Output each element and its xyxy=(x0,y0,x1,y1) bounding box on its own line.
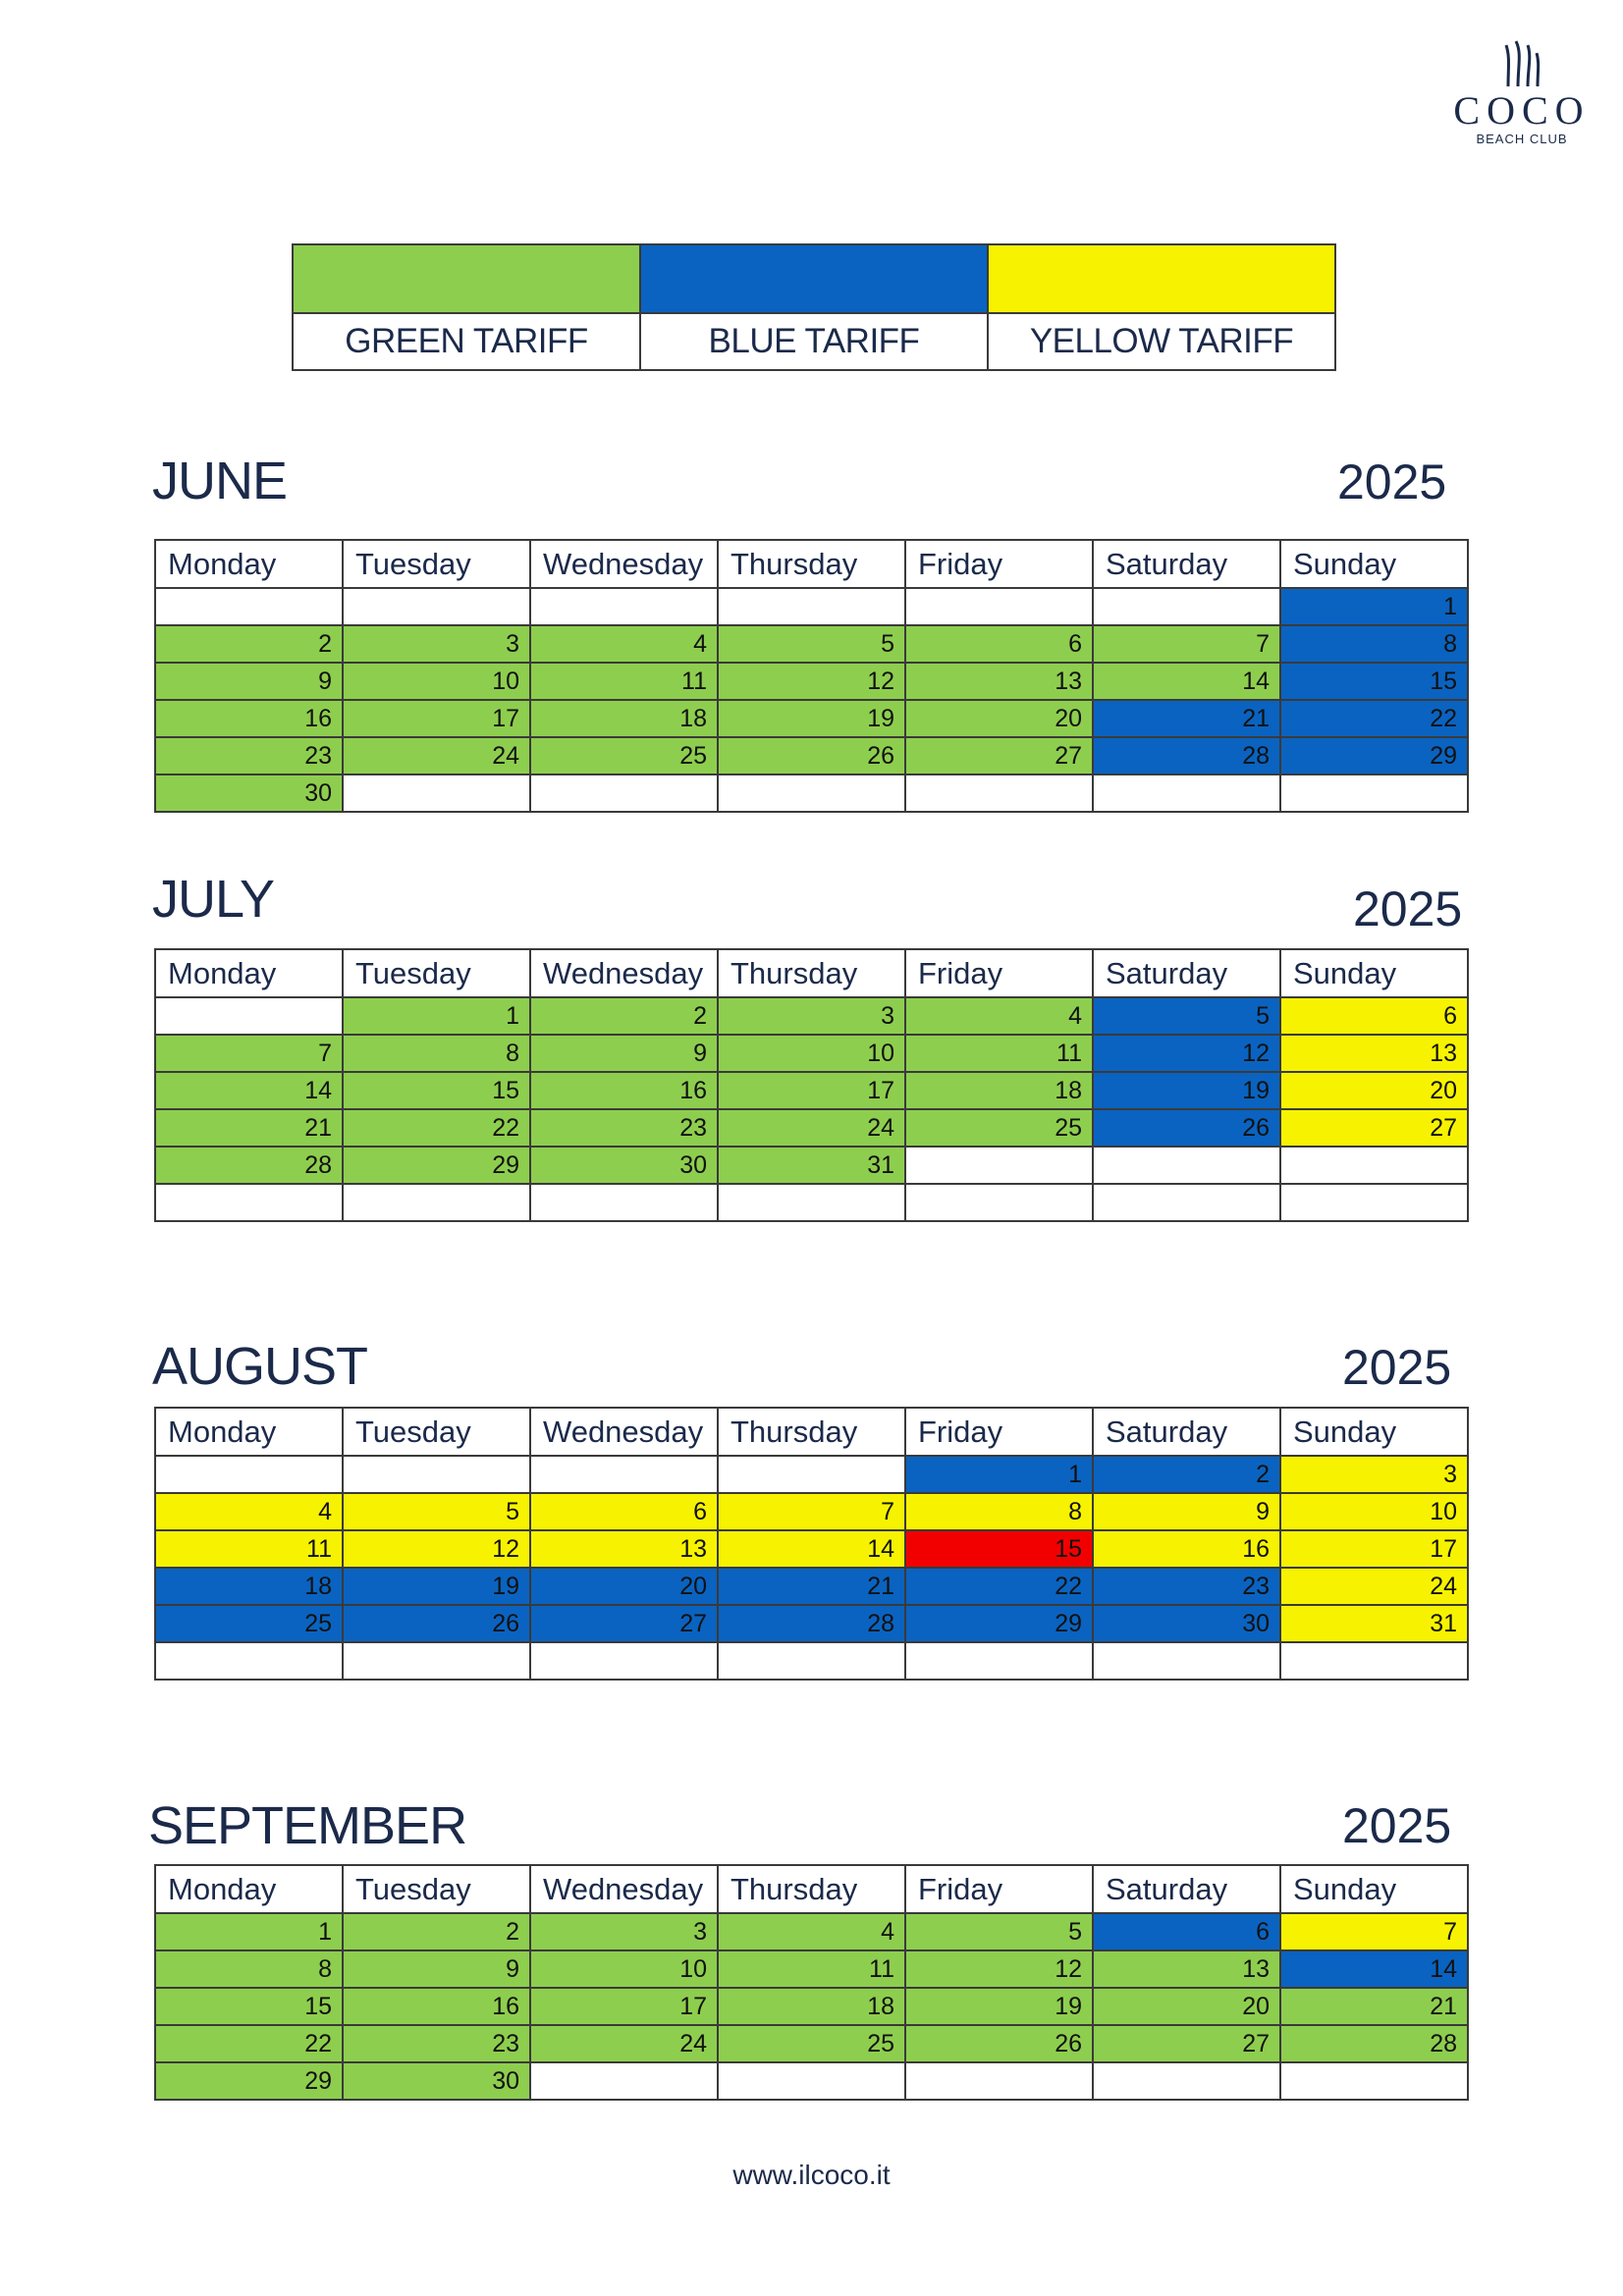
month-title-june: JUNE xyxy=(152,452,288,510)
day-cell: 5 xyxy=(718,625,905,663)
day-cell: 21 xyxy=(155,1109,343,1147)
week-row xyxy=(155,1109,1468,1147)
day-cell: 25 xyxy=(155,1605,343,1642)
day-cell: 3 xyxy=(718,997,905,1035)
day-cell: 7 xyxy=(718,1493,905,1530)
year-september: 2025 xyxy=(1342,1798,1452,1853)
empty-day-cell xyxy=(530,2062,718,2100)
day-cell: 5 xyxy=(905,1913,1093,1950)
empty-day-cell xyxy=(718,1184,905,1221)
day-cell: 16 xyxy=(530,1072,718,1109)
day-cell: 30 xyxy=(343,2062,530,2100)
day-cell: 15 xyxy=(905,1530,1093,1568)
week-row xyxy=(155,737,1468,774)
weekday-header: Wednesday xyxy=(530,1408,718,1456)
month-title-september: SEPTEMBER xyxy=(148,1796,467,1855)
day-cell: 10 xyxy=(718,1035,905,1072)
day-cell: 25 xyxy=(530,737,718,774)
day-cell: 5 xyxy=(1093,997,1280,1035)
empty-day-cell xyxy=(155,1642,343,1680)
day-cell: 7 xyxy=(1280,1913,1468,1950)
day-cell: 17 xyxy=(343,700,530,737)
weekday-header: Friday xyxy=(905,1408,1093,1456)
weekday-header: Sunday xyxy=(1280,949,1468,997)
empty-day-cell xyxy=(530,1642,718,1680)
empty-day-cell xyxy=(1280,774,1468,812)
logo xyxy=(1434,39,1610,147)
week-row xyxy=(155,2062,1468,2100)
day-cell: 7 xyxy=(155,1035,343,1072)
weekday-header: Saturday xyxy=(1093,1408,1280,1456)
day-cell: 25 xyxy=(905,1109,1093,1147)
week-row xyxy=(155,1035,1468,1072)
day-cell: 22 xyxy=(1280,700,1468,737)
day-cell: 3 xyxy=(1280,1456,1468,1493)
week-row xyxy=(155,700,1468,737)
day-cell: 14 xyxy=(718,1530,905,1568)
weekday-header-row xyxy=(155,1865,1468,1913)
empty-day-cell xyxy=(905,1147,1093,1184)
day-cell: 18 xyxy=(155,1568,343,1605)
day-cell: 26 xyxy=(343,1605,530,1642)
day-cell: 12 xyxy=(718,663,905,700)
empty-day-cell xyxy=(530,1456,718,1493)
day-cell: 6 xyxy=(530,1493,718,1530)
calendar-september xyxy=(154,1864,1469,2101)
day-cell: 16 xyxy=(1093,1530,1280,1568)
day-cell: 30 xyxy=(155,774,343,812)
empty-day-cell xyxy=(530,588,718,625)
week-row xyxy=(155,1530,1468,1568)
day-cell: 24 xyxy=(1280,1568,1468,1605)
day-cell: 22 xyxy=(343,1109,530,1147)
empty-day-cell xyxy=(1093,1147,1280,1184)
day-cell: 7 xyxy=(1093,625,1280,663)
day-cell: 6 xyxy=(1093,1913,1280,1950)
day-cell: 29 xyxy=(343,1147,530,1184)
weekday-header: Thursday xyxy=(718,540,905,588)
logo-subtitle: BEACH CLUB xyxy=(1476,132,1568,146)
day-cell: 21 xyxy=(1280,1988,1468,2025)
weekday-header: Monday xyxy=(155,1865,343,1913)
month-title-august: AUGUST xyxy=(152,1337,368,1396)
day-cell: 2 xyxy=(155,625,343,663)
empty-day-cell xyxy=(343,1184,530,1221)
day-cell: 6 xyxy=(905,625,1093,663)
day-cell: 27 xyxy=(905,737,1093,774)
empty-day-cell xyxy=(530,774,718,812)
weekday-header: Thursday xyxy=(718,1865,905,1913)
logo-mark-icon xyxy=(1500,39,1543,88)
day-cell: 29 xyxy=(905,1605,1093,1642)
weekday-header: Monday xyxy=(155,540,343,588)
empty-day-cell xyxy=(1280,1184,1468,1221)
week-row xyxy=(155,1950,1468,1988)
day-cell: 9 xyxy=(1093,1493,1280,1530)
day-cell: 23 xyxy=(155,737,343,774)
year-august: 2025 xyxy=(1342,1340,1452,1395)
day-cell: 17 xyxy=(718,1072,905,1109)
day-cell: 23 xyxy=(343,2025,530,2062)
day-cell: 4 xyxy=(718,1913,905,1950)
day-cell: 8 xyxy=(343,1035,530,1072)
empty-day-cell xyxy=(343,774,530,812)
day-cell: 28 xyxy=(718,1605,905,1642)
weekday-header: Sunday xyxy=(1280,1865,1468,1913)
empty-day-cell xyxy=(530,1184,718,1221)
weekday-header-row xyxy=(155,1408,1468,1456)
empty-day-cell xyxy=(1280,1642,1468,1680)
day-cell: 29 xyxy=(1280,737,1468,774)
day-cell: 10 xyxy=(343,663,530,700)
week-row xyxy=(155,1072,1468,1109)
day-cell: 3 xyxy=(343,625,530,663)
day-cell: 10 xyxy=(1280,1493,1468,1530)
weekday-header: Friday xyxy=(905,1865,1093,1913)
legend-label-green: GREEN TARIFF xyxy=(293,313,640,370)
week-row xyxy=(155,588,1468,625)
weekday-header: Thursday xyxy=(718,949,905,997)
day-cell: 21 xyxy=(718,1568,905,1605)
day-cell: 10 xyxy=(530,1950,718,1988)
empty-day-cell xyxy=(905,2062,1093,2100)
day-cell: 28 xyxy=(155,1147,343,1184)
weekday-header: Tuesday xyxy=(343,540,530,588)
day-cell: 29 xyxy=(155,2062,343,2100)
day-cell: 27 xyxy=(1093,2025,1280,2062)
empty-day-cell xyxy=(718,2062,905,2100)
week-row xyxy=(155,1147,1468,1184)
weekday-header: Sunday xyxy=(1280,1408,1468,1456)
day-cell: 30 xyxy=(1093,1605,1280,1642)
day-cell: 11 xyxy=(905,1035,1093,1072)
legend-swatch-green xyxy=(293,244,640,313)
weekday-header: Wednesday xyxy=(530,949,718,997)
day-cell: 19 xyxy=(343,1568,530,1605)
empty-day-cell xyxy=(718,1456,905,1493)
day-cell: 23 xyxy=(530,1109,718,1147)
empty-day-cell xyxy=(343,1456,530,1493)
day-cell: 4 xyxy=(530,625,718,663)
weekday-header: Tuesday xyxy=(343,1865,530,1913)
day-cell: 12 xyxy=(905,1950,1093,1988)
website-url[interactable]: www.ilcoco.it xyxy=(732,2160,891,2190)
weekday-header: Sunday xyxy=(1280,540,1468,588)
year-july: 2025 xyxy=(1353,881,1463,936)
empty-day-cell xyxy=(155,1456,343,1493)
day-cell: 14 xyxy=(155,1072,343,1109)
weekday-header: Tuesday xyxy=(343,1408,530,1456)
day-cell: 24 xyxy=(718,1109,905,1147)
weekday-header: Wednesday xyxy=(530,540,718,588)
calendar-june xyxy=(154,539,1469,813)
week-row xyxy=(155,1493,1468,1530)
day-cell: 1 xyxy=(155,1913,343,1950)
empty-day-cell xyxy=(343,588,530,625)
legend-label-yellow: YELLOW TARIFF xyxy=(988,313,1335,370)
week-row xyxy=(155,774,1468,812)
weekday-header: Wednesday xyxy=(530,1865,718,1913)
day-cell: 17 xyxy=(530,1988,718,2025)
empty-day-cell xyxy=(1093,1642,1280,1680)
week-row xyxy=(155,1568,1468,1605)
day-cell: 13 xyxy=(1093,1950,1280,1988)
empty-day-cell xyxy=(1093,1184,1280,1221)
day-cell: 18 xyxy=(530,700,718,737)
day-cell: 28 xyxy=(1280,2025,1468,2062)
day-cell: 26 xyxy=(1093,1109,1280,1147)
day-cell: 20 xyxy=(1280,1072,1468,1109)
day-cell: 22 xyxy=(155,2025,343,2062)
logo-name: COCO xyxy=(1453,88,1591,133)
empty-day-cell xyxy=(1093,2062,1280,2100)
week-row xyxy=(155,1184,1468,1221)
weekday-header: Saturday xyxy=(1093,1865,1280,1913)
empty-day-cell xyxy=(343,1642,530,1680)
day-cell: 2 xyxy=(530,997,718,1035)
empty-day-cell xyxy=(905,588,1093,625)
day-cell: 6 xyxy=(1280,997,1468,1035)
calendar-august xyxy=(154,1407,1469,1681)
day-cell: 22 xyxy=(905,1568,1093,1605)
empty-day-cell xyxy=(718,1642,905,1680)
weekday-header: Tuesday xyxy=(343,949,530,997)
weekday-header: Saturday xyxy=(1093,949,1280,997)
day-cell: 20 xyxy=(905,700,1093,737)
day-cell: 25 xyxy=(718,2025,905,2062)
empty-day-cell xyxy=(1280,2062,1468,2100)
week-row xyxy=(155,1456,1468,1493)
day-cell: 16 xyxy=(155,700,343,737)
day-cell: 12 xyxy=(1093,1035,1280,1072)
day-cell: 27 xyxy=(530,1605,718,1642)
weekday-header: Monday xyxy=(155,949,343,997)
day-cell: 19 xyxy=(1093,1072,1280,1109)
empty-day-cell xyxy=(905,1642,1093,1680)
day-cell: 18 xyxy=(718,1988,905,2025)
legend-swatch-blue xyxy=(640,244,988,313)
day-cell: 26 xyxy=(905,2025,1093,2062)
weekday-header: Monday xyxy=(155,1408,343,1456)
empty-day-cell xyxy=(155,997,343,1035)
day-cell: 14 xyxy=(1093,663,1280,700)
day-cell: 1 xyxy=(343,997,530,1035)
empty-day-cell xyxy=(1280,1147,1468,1184)
calendar-july xyxy=(154,948,1469,1222)
day-cell: 20 xyxy=(530,1568,718,1605)
empty-day-cell xyxy=(155,588,343,625)
day-cell: 21 xyxy=(1093,700,1280,737)
day-cell: 19 xyxy=(718,700,905,737)
weekday-header-row xyxy=(155,540,1468,588)
week-row xyxy=(155,1913,1468,1950)
day-cell: 26 xyxy=(718,737,905,774)
day-cell: 8 xyxy=(1280,625,1468,663)
day-cell: 11 xyxy=(155,1530,343,1568)
day-cell: 15 xyxy=(343,1072,530,1109)
day-cell: 14 xyxy=(1280,1950,1468,1988)
day-cell: 9 xyxy=(343,1950,530,1988)
weekday-header: Saturday xyxy=(1093,540,1280,588)
day-cell: 8 xyxy=(905,1493,1093,1530)
day-cell: 18 xyxy=(905,1072,1093,1109)
empty-day-cell xyxy=(718,588,905,625)
day-cell: 30 xyxy=(530,1147,718,1184)
day-cell: 2 xyxy=(343,1913,530,1950)
day-cell: 13 xyxy=(530,1530,718,1568)
week-row xyxy=(155,997,1468,1035)
day-cell: 4 xyxy=(155,1493,343,1530)
day-cell: 19 xyxy=(905,1988,1093,2025)
day-cell: 27 xyxy=(1280,1109,1468,1147)
day-cell: 24 xyxy=(343,737,530,774)
year-june: 2025 xyxy=(1337,454,1447,509)
legend-label-blue: BLUE TARIFF xyxy=(640,313,988,370)
empty-day-cell xyxy=(905,774,1093,812)
week-row xyxy=(155,2025,1468,2062)
month-title-july: JULY xyxy=(152,870,275,929)
day-cell: 24 xyxy=(530,2025,718,2062)
day-cell: 16 xyxy=(343,1988,530,2025)
day-cell: 12 xyxy=(343,1530,530,1568)
day-cell: 2 xyxy=(1093,1456,1280,1493)
day-cell: 15 xyxy=(155,1988,343,2025)
day-cell: 28 xyxy=(1093,737,1280,774)
weekday-header: Friday xyxy=(905,949,1093,997)
week-row xyxy=(155,1642,1468,1680)
day-cell: 11 xyxy=(718,1950,905,1988)
day-cell: 9 xyxy=(155,663,343,700)
week-row xyxy=(155,1988,1468,2025)
day-cell: 11 xyxy=(530,663,718,700)
weekday-header: Friday xyxy=(905,540,1093,588)
day-cell: 9 xyxy=(530,1035,718,1072)
empty-day-cell xyxy=(905,1184,1093,1221)
weekday-header: Thursday xyxy=(718,1408,905,1456)
day-cell: 31 xyxy=(1280,1605,1468,1642)
day-cell: 13 xyxy=(1280,1035,1468,1072)
day-cell: 8 xyxy=(155,1950,343,1988)
day-cell: 3 xyxy=(530,1913,718,1950)
empty-day-cell xyxy=(718,774,905,812)
day-cell: 13 xyxy=(905,663,1093,700)
day-cell: 1 xyxy=(905,1456,1093,1493)
day-cell: 4 xyxy=(905,997,1093,1035)
tariff-legend xyxy=(292,243,1336,371)
day-cell: 31 xyxy=(718,1147,905,1184)
day-cell: 17 xyxy=(1280,1530,1468,1568)
empty-day-cell xyxy=(1093,588,1280,625)
day-cell: 5 xyxy=(343,1493,530,1530)
legend-swatch-yellow xyxy=(988,244,1335,313)
day-cell: 23 xyxy=(1093,1568,1280,1605)
week-row xyxy=(155,663,1468,700)
day-cell: 20 xyxy=(1093,1988,1280,2025)
empty-day-cell xyxy=(155,1184,343,1221)
weekday-header-row xyxy=(155,949,1468,997)
empty-day-cell xyxy=(1093,774,1280,812)
day-cell: 1 xyxy=(1280,588,1468,625)
day-cell: 15 xyxy=(1280,663,1468,700)
week-row xyxy=(155,625,1468,663)
week-row xyxy=(155,1605,1468,1642)
